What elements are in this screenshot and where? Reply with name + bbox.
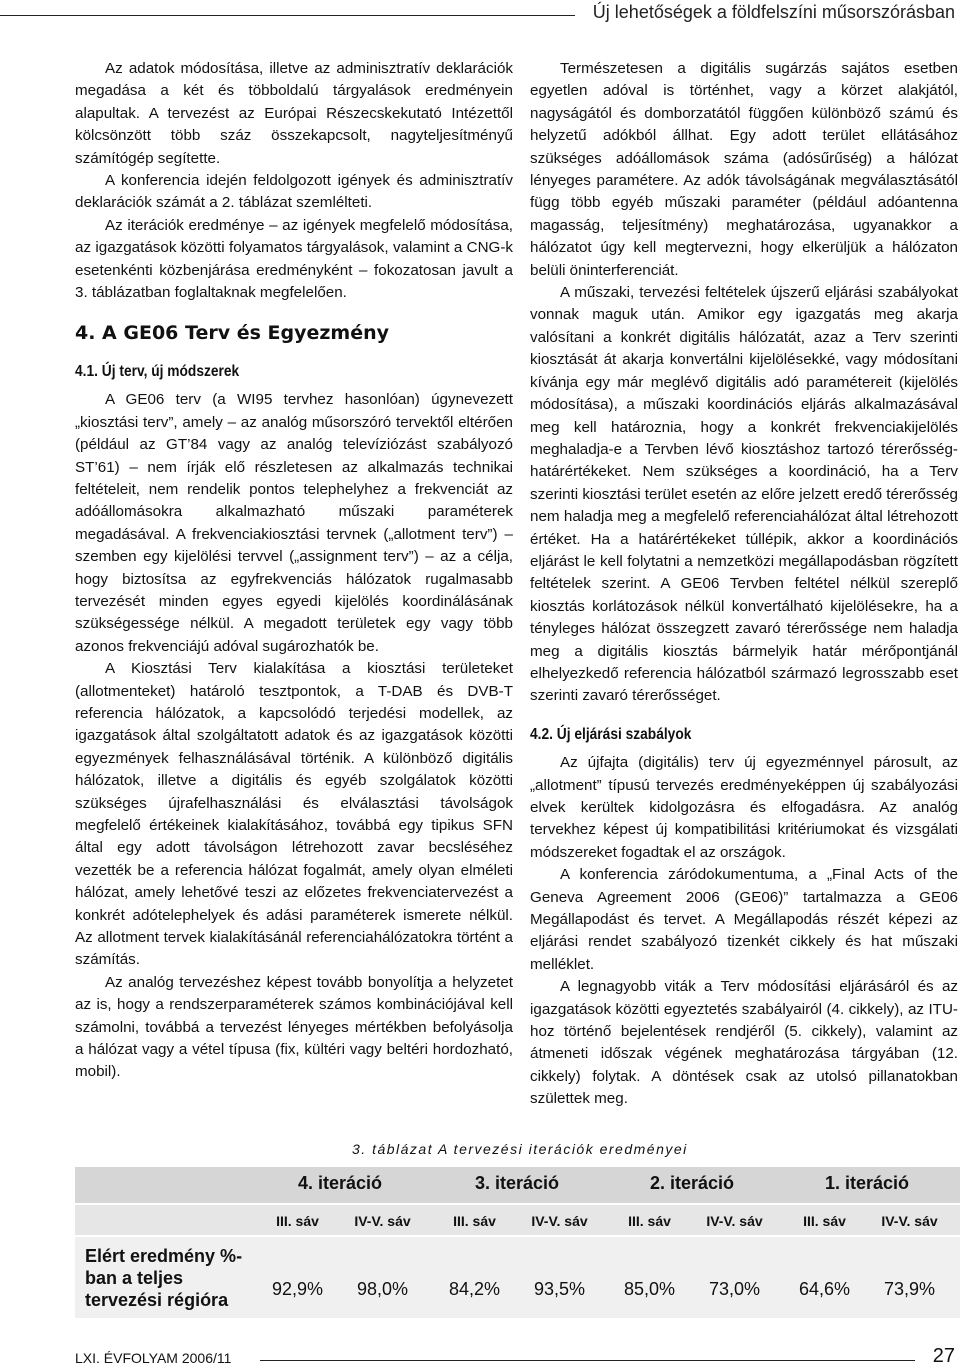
band-header: IV-V. sáv xyxy=(881,1213,938,1229)
paragraph: A Kiosztási Terv kialakítása a kiosztási területeket (allotmenteket) határoló tesztpontok, a T-DAB és DVB-T referencia hálózatok, a kapcsolódó terjedési modellek, az igazgatások által szolgáltatott adatok és az igazgatások közötti egyezmények felhasználásával történik. A különböző digitális hálózatok, illetve a digitális és egyéb szolgálatok közötti szükséges újrafelhasználási és elválasztási távolságok megfelelő értékeinek kialakításához, továbbá egy tipikus SFN által egy adott távolságon létrehozott zavar becsléséhez vezették be a referencia hálózat fogalmát, amely olyan elméleti hálózat, amely lehetővé teszi az előzetes frekvenciatervezést a konkrét adótelephelyek és adási paraméterek ismerete nélkül. Az allotment tervek kialakításánál referenciahálózatokra történt a számítás. xyxy=(75,660,513,969)
band-header: IV-V. sáv xyxy=(354,1213,411,1229)
result-value: 98,0% xyxy=(356,1279,409,1299)
row-label: Elért eredmény %-ban a teljes tervezési régióra xyxy=(85,1246,243,1310)
paragraph: A legnagyobb viták a Terv módosítási eljárásáról és az igazgatások közötti egyeztetés szabályairól (4. cikkely), az ITU-hoz történő bejelentések rendjéről (5. cikkely), valamint az átmeneti időszak végének meghatározása tárgyában (12. cikkely) folytak. A döntések csak az utolsó pillanatokban születtek meg. xyxy=(530,978,958,1108)
iteration-header: 4. iteráció xyxy=(297,1173,383,1193)
band-header: IV-V. sáv xyxy=(706,1213,763,1229)
section-title: 4. A GE06 Terv és Egyezmény xyxy=(75,322,390,345)
result-value: 73,0% xyxy=(708,1279,761,1299)
band-header: III. sáv xyxy=(803,1213,846,1229)
footer-rule xyxy=(260,1360,915,1361)
band-header: III. sáv xyxy=(628,1213,671,1229)
paragraph: Természetesen a digitális sugárzás sajátos esetben egyetlen adóval is történhet, vagy a körzet alakjától, nagyságától és domborzatától függően különböző számú és helyzetű adókból állhat. Egy adott terület ellátásához szükséges adóállomások száma (adósűrűség) a hálózat lényeges paramétere. Az adók távolságának megválasztásától függ több egyéb műszaki paraméter (például adóantenna magasság, teljesítmény) meghatározása, ugyanakkor a hálózatot úgy kell megtervezni, hogy elkerüljük a hálózaton belüli öninterferenciát. xyxy=(530,60,958,279)
iteration-header: 3. iteráció xyxy=(474,1173,560,1193)
subsection-title: 4.2. Új eljárási szabályok xyxy=(530,725,692,743)
paragraph: A konferencia záródokumentuma, a „Final Acts of the Geneva Agreement 2006 (GE06)” tartalmazza a GE06 Megállapodást és tervet. A Megállapodás részét képezi az eljárási rendet szabályozó tizenkét cikkely és hat műszaki melléklet. xyxy=(530,866,958,973)
result-value: 93,5% xyxy=(533,1279,586,1299)
left-column xyxy=(75,58,513,1084)
result-value: 73,9% xyxy=(883,1279,936,1299)
result-value: 64,6% xyxy=(798,1279,851,1299)
band-header: III. sáv xyxy=(276,1213,319,1229)
paragraph: Az analóg tervezéshez képest tovább bonyolítja a helyzetet az is, hogy a rendszerparaméterek számos kombinációjával kell számolni, továbbá a tervezést lényeges mértékben befolyásolja a hálózat vagy a vétel típusa (fix, kültéri vagy beltéri hordozható, mobil). xyxy=(75,973,513,1081)
subsection-title: 4.1. Új terv, új módszerek xyxy=(75,362,240,380)
paragraph: A GE06 terv (a WI95 tervhez hasonlóan) úgynevezett „kiosztási terv”, amely – az analóg műsorszóró tervektől eltérően (például az GT’84 vagy az analóg televíziózást szabályozó ST’61) – nem írják elő részletesen az alkalmazás technikai feltételeit, nem rendelik pontos telephelyhez a frekvenciát az adóállomásokra alkalmazható műszaki paraméterek megadásával. A frekvenciakiosztási tervnek („allotment terv”) – szemben egy kijelölési tervvel („assignment terv”) – az a célja, hogy biztosítsa az egyfrekvenciás hálózatok rugalmasabb tervezését minden egyes egyedi kijelölés koordinálásának szükségessége nélkül. A megadott területek egy vagy több azonos frekvenciájú adóval sugározhatók be. xyxy=(75,391,513,655)
paragraph: Az újfajta (digitális) terv új egyezménnyel párosult, az „allotment” típusú tervezés eredményeképpen új szabályozási elvek kerültek kidolgozásra és elfogadásra. Az analóg tervekhez képest új kompatibilitási kritériumokat és vizsgálati módszereket fogadtak el az országok. xyxy=(530,754,958,861)
paragraph: A konferencia idején feldolgozott igények és adminisztratív deklarációk számát a 2. táblázat szemlélteti. xyxy=(75,172,513,212)
page-number: 27 xyxy=(932,1345,955,1367)
result-value: 92,9% xyxy=(271,1279,324,1299)
result-value: 85,0% xyxy=(623,1279,676,1299)
results-table xyxy=(75,1167,960,1318)
running-header: Új lehetőségek a földfelszíni műsorszórásban xyxy=(592,2,955,22)
result-value: 84,2% xyxy=(448,1279,501,1299)
table-caption: 3. táblázat A tervezési iterációk eredményei xyxy=(352,1141,688,1157)
band-header: III. sáv xyxy=(453,1213,496,1229)
paragraph: A műszaki, tervezési feltételek újszerű eljárási szabályokat vonnak maguk után. Amikor egy igazgatás meg akarja valósítani a konkrét digitális hálózatát, azaz a Terv szerinti kiosztását át akarja konvertálni kijelölésekké, vagy módosítani kívánja egy már meglévő digitális adó paramétereit (kijelölés módosítása), a műszaki koordinációs eljárás alkalmazásával meg kell határoznia, hogy a konkrét frekvenciakijelölés meghaladja-e a Tervben lévő kiosztáshoz tartozó térerősség-határértékeket. Nem szükséges a koordináció, ha a Terv szerinti kiosztási terület esetén az előre jelzett eredő térerősség nem haladja meg a megfelelő referenciahálózat által létrehozott értéket. Ha a határértékeket túllépik, akkor a koordinációs eljárást le kell folytatni a nemzetközi megállapodásban rögzített feltételek szerint. A GE06 Tervben feltétel nélkül szereplő kiosztás korlátozások nélkül konvertálható kijelölésekre, ha a tényleges hálózat összegzett zavaró térerőssége nem haladja meg a digitális kiosztás bármelyik határ mérőpontjánál elhelyezkedő referencia hálózatból származó legrosszabb eset szerinti zavaró térerősséget. xyxy=(530,284,958,705)
band-header: IV-V. sáv xyxy=(531,1213,588,1229)
paragraph: Az iterációk eredménye – az igények megfelelő módosítása, az igazgatások közötti folyamatos tárgyalások, valamint a CNG-k esetenkénti közbenjárása eredményként – fokozatosan javult a 3. táblázatban foglaltaknak megfelelően. xyxy=(75,216,513,302)
header-rule xyxy=(0,15,575,16)
iteration-header: 2. iteráció xyxy=(649,1173,735,1193)
issue-label: LXI. ÉVFOLYAM 2006/11 xyxy=(75,1350,232,1366)
right-column xyxy=(530,58,958,1111)
iteration-header: 1. iteráció xyxy=(824,1173,910,1193)
paragraph: Az adatok módosítása, illetve az adminisztratív deklarációk megadása a két és többoldalú tárgyalások eredményein alapultak. A tervezést az Európai Részecskekutató Intézettől kölcsönzött több száz összekapcsolt, nagyteljesítményű számítógép segítette. xyxy=(75,60,513,167)
